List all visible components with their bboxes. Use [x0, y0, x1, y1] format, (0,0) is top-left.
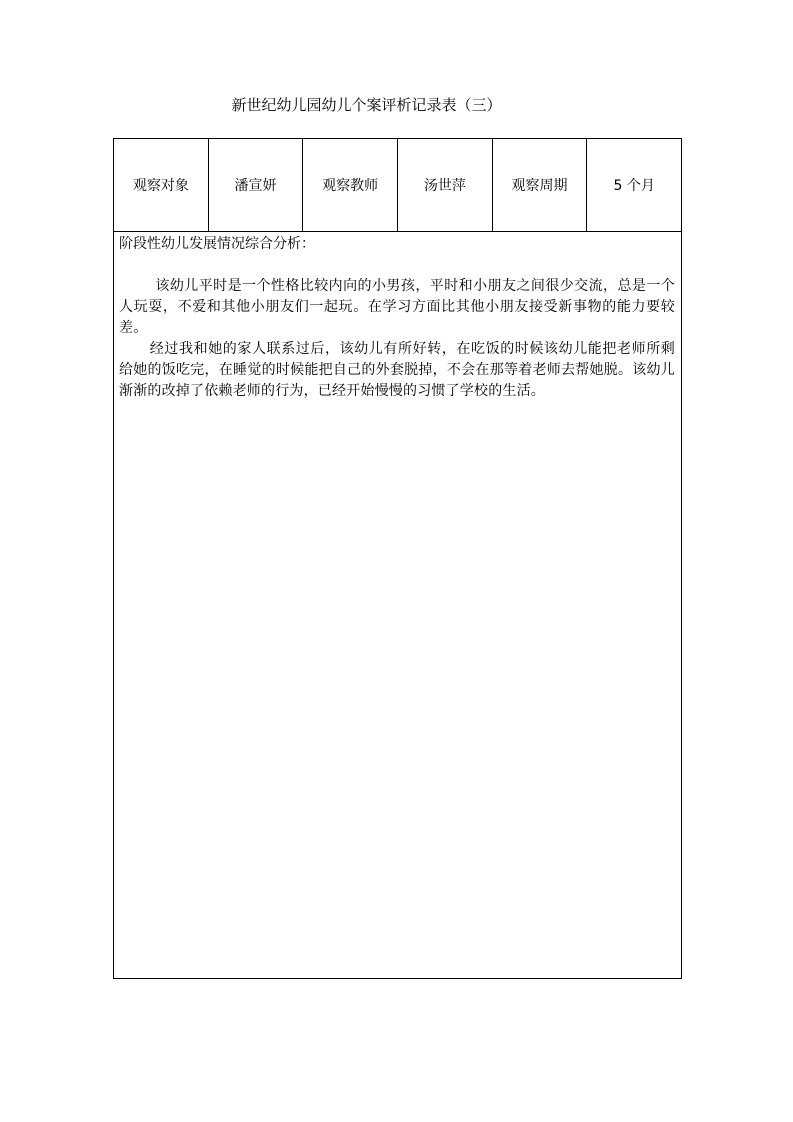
- teacher-label-cell: 观察教师: [303, 139, 398, 231]
- observation-info-row: [114, 139, 681, 232]
- document-title: 新世纪幼儿园幼儿个案评析记录表（三）: [231, 96, 502, 114]
- analysis-cell: [114, 232, 681, 402]
- period-label-cell: 观察周期: [493, 139, 588, 231]
- subject-name-cell: 潘宣妍: [209, 139, 304, 231]
- case-record-table: [113, 138, 682, 979]
- teacher-name-cell: 汤世萍: [398, 139, 493, 231]
- subject-label-cell: 观察对象: [114, 139, 209, 231]
- analysis-heading: 阶段性幼儿发展情况综合分析：: [119, 236, 315, 252]
- analysis-paragraph: 经过我和她的家人联系过后，该幼儿有所好转，在吃饭的时候该幼儿能把老师所剩给她的饭吃完，在睡觉的时候能把自己的外套脱掉，不会在那等着老师去帮她脱。该幼儿渐渐的改掉了依赖老师的行为，已经开始慢慢的习惯了学校的生活。: [119, 341, 675, 399]
- period-value-cell: 5 个月: [613, 178, 655, 194]
- analysis-paragraph: 该幼儿平时是一个性格比较内向的小男孩，平时和小朋友之间很少交流，总是一个人玩耍，不爱和其他小朋友们一起玩。在学习方面比其他小朋友接受新事物的能力要较差。: [119, 278, 675, 336]
